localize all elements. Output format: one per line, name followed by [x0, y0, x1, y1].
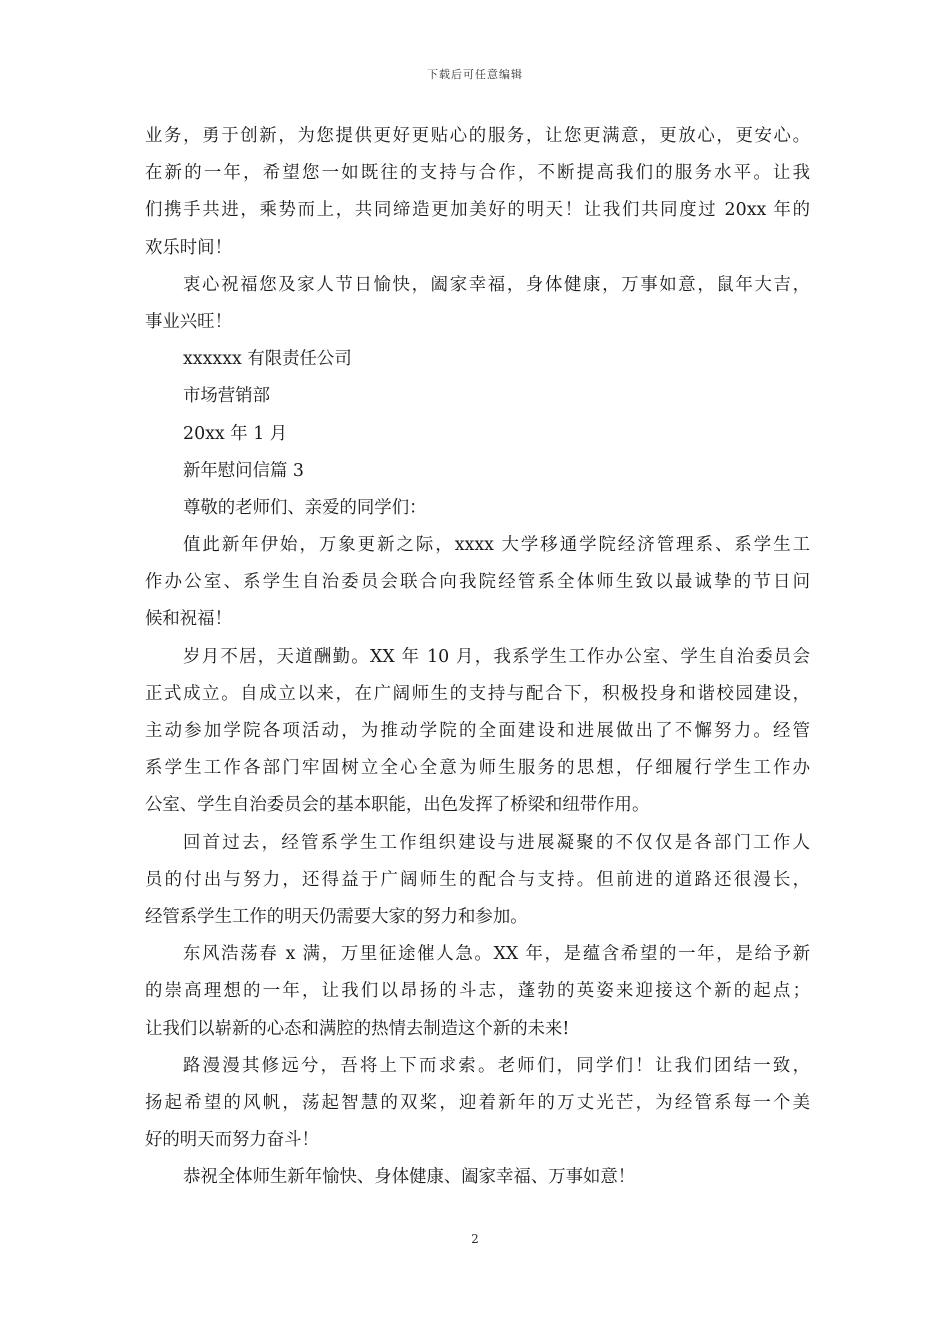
text-line: 员的付出与努力，还得益于广阔师生的配合与支持。但前进的道路还很漫长， — [145, 869, 810, 890]
text-line: 候和祝福！ — [145, 609, 232, 630]
paragraph — [145, 825, 810, 937]
section-title: 新年慰问信篇 3 — [183, 460, 304, 481]
text-line: 经管系学生工作的明天仍需要大家的努力和参加。 — [145, 906, 528, 927]
text-line: 扬起希望的风帆，荡起智慧的双桨，迎着新年的万丈光芒，为经管系每一个美 — [145, 1092, 810, 1113]
text-line: 作办公室、系学生自治委员会联合向我院经管系全体师生致以最诚挚的节日问 — [145, 572, 810, 593]
text-line: 回首过去，经管系学生工作组织建设与进展凝聚的不仅仅是各部门工作人 — [183, 832, 810, 853]
text-line: 值此新年伊始，万象更新之际，xxxx 大学移通学院经济管理系、系学生工 — [183, 535, 810, 556]
text-line: 事业兴旺！ — [145, 311, 232, 332]
text-line: 好的明天而努力奋斗！ — [145, 1130, 319, 1151]
text-line: 欢乐时间！ — [145, 237, 232, 258]
paragraph — [145, 1159, 810, 1196]
document-body — [145, 118, 810, 1196]
department-name: 市场营销部 — [183, 386, 270, 407]
text-line: 系学生工作各部门牢固树立全心全意为师生服务的思想，仔细履行学生工作办 — [145, 758, 810, 779]
text-line: 正式成立。自成立以来，在广阔师生的支持与配合下，积极投身和谐校园建设， — [145, 683, 810, 704]
text-line: 公室、学生自治委员会的基本职能，出色发挥了桥梁和纽带作用。 — [145, 795, 650, 816]
text-line: 在新的一年，希望您一如既往的支持与合作，不断提高我们的服务水平。让我 — [145, 163, 810, 184]
text-line: 主动参加学院各项活动，为推动学院的全面建设和进展做出了不懈努力。经管 — [145, 721, 810, 741]
text-line: 岁月不居，天道酬勤。XX 年 10 月，我系学生工作办公室、学生自治委员会 — [183, 646, 810, 667]
salutation: 尊敬的老师们、亲爱的同学们： — [183, 497, 427, 518]
paragraph — [145, 527, 810, 639]
page-header: 下载后可任意编辑 — [427, 68, 523, 81]
letter-date: 20xx 年 1 月 — [183, 423, 288, 444]
page-number: 2 — [471, 1232, 479, 1246]
text-line: 恭祝全体师生新年愉快、身体健康、阖家幸福、万事如意！ — [183, 1167, 636, 1188]
text-line: 东风浩荡春 x 满，万里征途催人急。XX 年，是蕴含希望的一年，是给予新 — [183, 944, 810, 965]
paragraph — [145, 267, 810, 341]
text-line: 的崇高理想的一年，让我们以昂扬的斗志，蓬勃的英姿来迎接这个新的起点； — [145, 981, 810, 1002]
paragraph — [145, 118, 810, 267]
paragraph — [145, 1048, 810, 1160]
text-line: 让我们以崭新的心态和满腔的热情去制造这个新的未来! — [145, 1018, 570, 1039]
text-line: 路漫漫其修远兮，吾将上下而求索。老师们，同学们！让我们团结一致， — [183, 1055, 810, 1076]
text-line: 衷心祝福您及家人节日愉快，阖家幸福，身体健康，万事如意，鼠年大吉， — [183, 274, 810, 295]
text-line: 业务，勇于创新，为您提供更好更贴心的服务，让您更满意，更放心，更安心。 — [145, 126, 810, 146]
text-line: 们携手共进，乘势而上，共同缔造更加美好的明天！让我们共同度过 20xx 年的 — [145, 200, 810, 221]
paragraph — [145, 936, 810, 1048]
company-name: xxxxxx 有限责任公司 — [183, 349, 352, 370]
paragraph — [145, 639, 810, 825]
